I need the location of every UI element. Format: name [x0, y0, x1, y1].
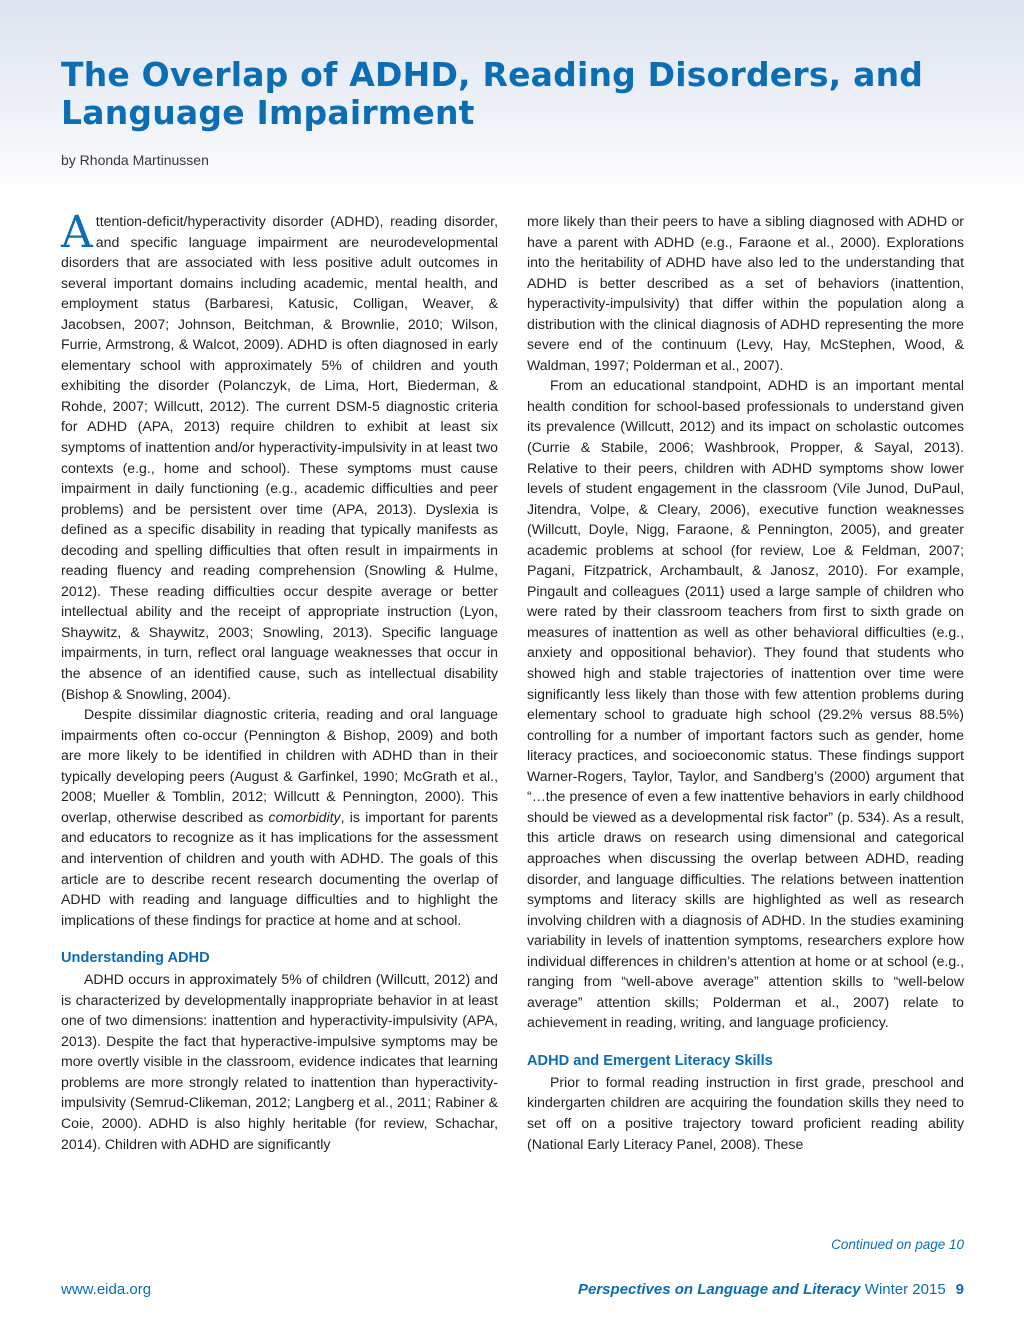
left-column [61, 207, 498, 1154]
byline: by Rhonda Martinussen [61, 152, 209, 168]
comorbidity-term: comorbidity [268, 808, 341, 825]
educational-standpoint-paragraph: From an educational standpoint, ADHD is an important mental health condition for school-based professionals to understand given its prevalence (Willcutt, 2012) and its impact on scholastic outcomes (Currie & Stabile, 2006; Washbrook, Propper, & Sayal, 2013). Relative to their peers, children with ADHD symptoms show lower levels of student engagement in the classroom (Vile Junod, DuPaul, Jitendra, Volpe, & Cleary, 2006), executive function weaknesses (Willcutt, Doyle, Nigg, Faraone, & Pennington, 2005), and greater academic problems at school (for review, Loe & Feldman, 2007; Pagani, Fitzpatrick, Archambault, & Janosz, 2010). For example, Pingault and colleagues (2011) used a large sample of children who were rated by their classroom teachers from first to sixth grade on measures of inattention as well as other behavioral difficulties (e.g., anxiety and oppositional behavior). They found that students who showed high and stable trajectories of inattention over time were significantly less likely than those with few attention problems during elementary school to graduate high school (29.2% versus 88.5%) controlling for a number of important factors such as gender, home literacy practices, and socioeconomic status. These findings support Warner-Rogers, Taylor, Taylor, and Sandberg’s (2000) argument that “…the presence of even a few inattentive behaviors in early childhood should be viewed as a developmental risk factor” (p. 534). As a result, this article draws on research using dimensional and categorical approaches when discussing the overlap between ADHD, reading disorder, and language difficulties. The relations between inattention symptoms and literacy skills are highlighted as well as research involving children with a diagnosis of ADHD. In the studies examining variability in levels of inattention symptoms, researchers explore how individual differences in children’s attention at home or at school (e.g., ranging from “well-above average” attention skills to “well-below average” attention skills; Polderman et al., 2007) relate to achievement in reading, writing, and language proficiency. [527, 377, 964, 1031]
comorbidity-text-end: , is important for parents and educators to recognize as it has implications for the assessment and intervention of children and youth with ADHD. The goals of this article are to describe recent research documenting the overlap of ADHD with reading and language difficulties and to highlight the implications of these findings for practice at home and at school. [61, 808, 498, 928]
right-column [527, 211, 964, 1154]
heritability-paragraph: more likely than their peers to have a sibling diagnosed with ADHD or have a parent with ADHD (e.g., Faraone et al., 2000). Explorations into the heritability of ADHD have also led to the understanding that ADHD is better described as a set of behaviors (inattention, hyperactivity-impulsivity) that differ within the population along a distribution with the clinical diagnosis of ADHD representing the more severe end of the continuum (Levy, Hay, McStephen, Wood, & Waldman, 1997; Polderman et al., 2007). [527, 213, 964, 373]
emergent-literacy-paragraph: Prior to formal reading instruction in first grade, preschool and kindergarten children are acquiring the foundation skills they need to set off on a positive trajectory toward proficient reading ability (National Early Literacy Panel, 2008). These [527, 1073, 964, 1152]
drop-cap: A [61, 207, 93, 258]
journal-name: Perspectives on Language and Literacy [578, 1281, 861, 1298]
article-title: The Overlap of ADHD, Reading Disorders, and Language Impairment [61, 55, 924, 132]
section-heading-understanding-adhd: Understanding ADHD [61, 950, 210, 967]
page-number: 9 [955, 1281, 964, 1298]
footer-journal-info [500, 1281, 964, 1298]
journal-issue: Winter 2015 [864, 1281, 946, 1298]
intro-paragraph-text: ttention-deficit/hyperactivity disorder (ADHD), reading disorder, and specific language impairment are neurodevelopmental disorders that are associated with less positive adult outcomes in several important domains including academic, mental health, and employment status (Barbaresi, Katusic, Colligan, Weaver, & Jacobsen, 2007; Johnson, Beitchman, & Brownlie, 2010; Wilson, Furrie, Armstrong, & Walcot, 2009). ADHD is often diagnosed in early elementary school with approximately 5% of children and youth exhibiting the disorder (Polanczyk, de Lima, Hort, Biederman, & Rohde, 2007; Willcutt, 2012). The current DSM-5 diagnostic criteria for ADHD (APA, 2013) require children to exhibit at least six symptoms of inattention and/or hyperactivity-impulsivity in at least two contexts (e.g., home and school). These symptoms must cause impairment in daily functioning (e.g., academic difficulties and peer problems) and be persistent over time (APA, 2013). Dyslexia is defined as a specific disability in reading that typically manifests as decoding and spelling difficulties that often result in impairments in reading fluency and reading comprehension (Snowling & Hulme, 2012). These reading difficulties occur despite average or better intellectual ability and the receipt of appropriate instruction (Lyon, Shaywitz, & Shaywitz, 2003; Snowling, 2013). Specific language impairments, in turn, reflect oral language weaknesses that occur in the absence of an identified cause, such as intellectual disability (Bishop & Snowling, 2004). [61, 213, 498, 702]
comorbidity-text-start: Despite dissimilar diagnostic criteria, reading and oral language impairments often co-occur (Pennington & Bishop, 2009) and both are more likely to be identified in children with ADHD than in their typically developing peers (August & Garfinkel, 1990; McGrath et al., 2008; Mueller & Tomblin, 2012; Willcutt & Pennington, 2000). This overlap, otherwise described as [61, 706, 498, 825]
footer-url[interactable]: www.eida.org [61, 1281, 152, 1298]
continued-note: Continued on page 10 [831, 1237, 964, 1252]
intro-paragraph [61, 207, 498, 704]
section-heading-emergent-literacy: ADHD and Emergent Literacy Skills [527, 1052, 773, 1069]
comorbidity-paragraph [61, 704, 498, 930]
understanding-adhd-paragraph: ADHD occurs in approximately 5% of children (Willcutt, 2012) and is characterized by developmentally inappropriate behavior in at least one of two dimensions: inattention and hyperactivity-impulsivity (APA, 2013). Despite the fact that hyperactive-impulsive symptoms may be more overtly visible in the classroom, evidence indicates that learning problems are more strongly related to inattention than hyperactivity-impulsivity (Semrud-Clikeman, 2012; Langberg et al., 2011; Rabiner & Coie, 2000). ADHD is also highly heritable (for review, Schachar, 2014). Children with ADHD are significantly [61, 971, 498, 1152]
